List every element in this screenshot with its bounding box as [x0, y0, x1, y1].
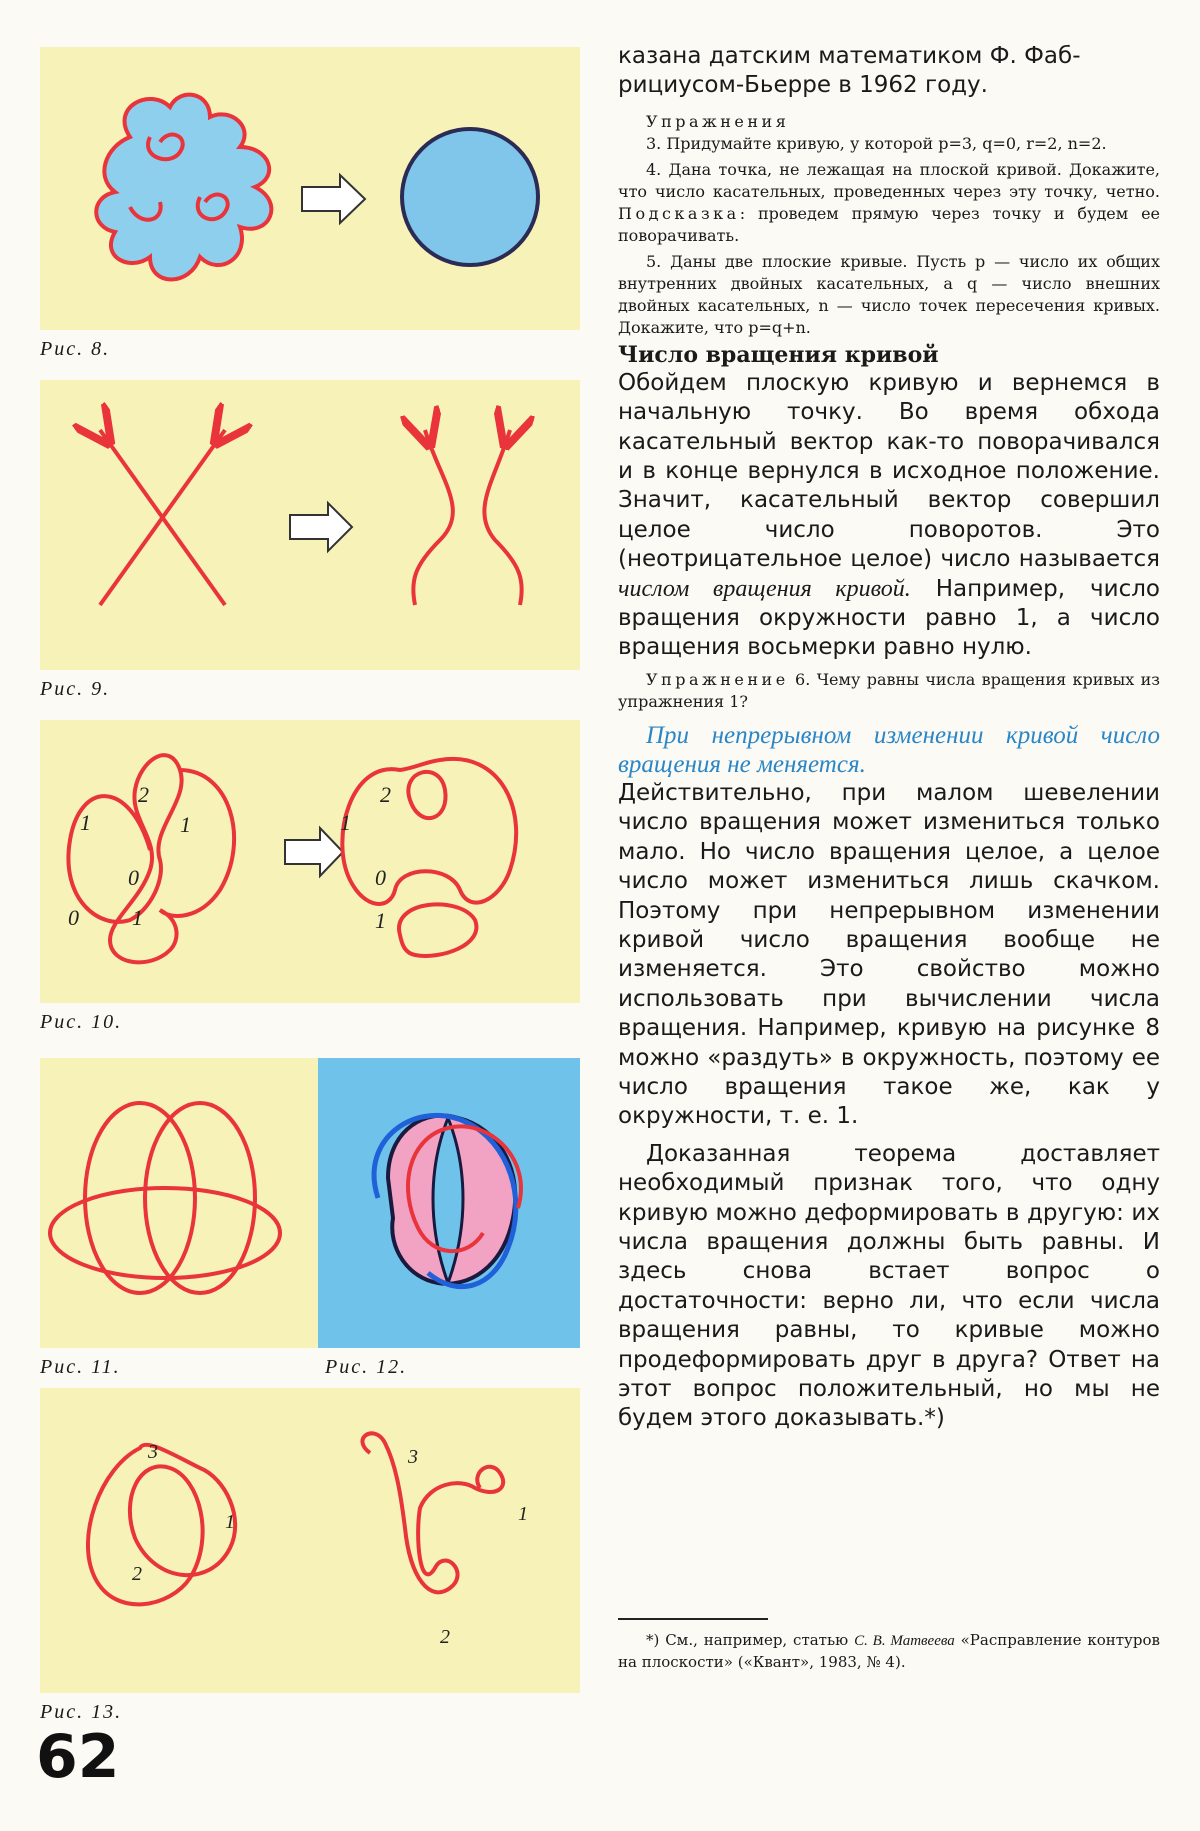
page-number: 62 [36, 1722, 120, 1792]
figure13-number: 3 [148, 1441, 158, 1463]
text-column [618, 42, 1160, 1434]
figure-11-caption: Рис. 11. [40, 1356, 121, 1378]
figure10-curve-right-bottom [399, 904, 476, 956]
intro-line-1: казана датским математиком Ф. Фаб- [618, 43, 1081, 69]
figure-8-panel [40, 47, 580, 330]
figure-9-panel [40, 380, 580, 670]
figure10-arrow-icon [285, 828, 343, 876]
figure10-number: 1 [375, 908, 386, 933]
figure-12-caption: Рис. 12. [325, 1356, 408, 1378]
figure13-number: 1 [518, 1503, 528, 1525]
footnote-text: *) См., например, статью [646, 1631, 849, 1649]
figure-10-drawing [40, 720, 580, 1003]
exercises-heading: Упражнения [646, 111, 790, 131]
figure10-number: 0 [375, 865, 386, 890]
figure-12-panel [318, 1058, 580, 1348]
figure-13-drawing [40, 1388, 580, 1693]
split-curve-left [413, 430, 453, 605]
figure-8-caption: Рис. 8. [40, 338, 111, 360]
split-curve-right [484, 430, 521, 605]
figure10-number: 0 [68, 905, 79, 930]
figure10-number: 2 [380, 782, 391, 807]
footnote [618, 1630, 1160, 1673]
figure-9-caption: Рис. 9. [40, 678, 111, 700]
footnote-divider [618, 1618, 768, 1620]
arrow-icon [302, 175, 365, 223]
exercise-6 [618, 669, 1160, 713]
figure-8-drawing [40, 47, 580, 330]
figure-10-caption: Рис. 10. [40, 1011, 123, 1033]
paragraph-2: Действительно, при малом шевелении число вращения может измениться только мало. Но число вращения целое, а целое число может измениться лишь скачком. Поэтому при непрерывном изменении кривой число вращения вообще не изменяется. Это свойство можно использовать при вычислении числа вращения. Например, кривую на рисунке 8 можно «раздуть» в окружность, поэтому ее число вращения такое же, как у окружности, т. е. 1. [618, 779, 1160, 1130]
paragraph-1-term: числом вращения кривой. [618, 575, 911, 602]
figure-13-caption: Рис. 13. [40, 1701, 123, 1723]
figure10-number: 1 [180, 812, 191, 837]
exercise-6-label: Упражнение [646, 669, 789, 689]
knot-ellipse-left [85, 1103, 195, 1293]
figure-10-panel [40, 720, 580, 1003]
paragraph-1 [618, 369, 1160, 663]
exercise-5: 5. Даны две плоские кривые. Пусть p — число их общих внутренних двойных касательных, a q — число внешних двойных касательных, n — число точек пересечения кривых. Докажите, что p=q+n. [618, 251, 1160, 337]
paragraph-1-text: Обойдем плоскую кривую и вернемся в начальную точку. Во время обхода касательный вектор как-то поворачивался и в конце вернулся в исходное положение. Значит, касательный вектор совершил целое число поворотов. Это (неотрицательное целое) число называется [618, 369, 1160, 573]
figure13-number: 1 [225, 1511, 235, 1533]
exercise-4-hint-label: Подсказка [618, 203, 740, 223]
figure13-number: 2 [440, 1626, 450, 1648]
exercise-4-text: 4. Дана точка, не лежащая на плоской кривой. Докажите, что число касательных, проведенных через эту точку, четно. [618, 159, 1160, 201]
figure10-number: 1 [340, 810, 351, 835]
figure10-number: 2 [138, 782, 149, 807]
figure-12-drawing [318, 1058, 580, 1348]
figure13-number: 3 [408, 1446, 418, 1468]
figure10-curve-right-inner [408, 772, 445, 818]
theorem-statement: При непрерывном изменении кривой число вращения не меняется. [618, 721, 1160, 778]
footnote-author: С. В. Матвеева [854, 1633, 955, 1649]
blob-curve [96, 95, 271, 280]
circle-curve [402, 129, 538, 265]
paragraph-1-text-end: Например, число вращения окружности равно 1, а число вращения восьмерки равно нулю. [618, 575, 1161, 661]
figure10-curve-left [68, 755, 234, 962]
figure10-number: 1 [80, 810, 91, 835]
exercise-4 [618, 159, 1160, 247]
intro-text [618, 42, 1160, 101]
figure-11-drawing [40, 1058, 318, 1348]
exercise-6-text: 6. Чему равны числа вращения кривых из упражнения 1? [618, 669, 1161, 711]
paragraph-3: Доказанная теорема доставляет необходимый признак того, что одну кривую можно деформировать в другую: их числа вращения должны быть равны. И здесь снова встает вопрос о достаточности: верно ли, что если числа вращения равны, то кривые можно продеформировать друг в друга? Ответ на этот вопрос положительный, но мы не будем этого доказывать.*) [618, 1140, 1160, 1432]
figure10-number: 1 [132, 905, 143, 930]
loopy-curve-right [362, 1433, 503, 1592]
exercise-3: 3. Придумайте кривую, у которой p=3, q=0, r=2, n=2. [646, 133, 1107, 153]
section-heading: Число вращения кривой [618, 341, 939, 368]
arrow-icon [290, 503, 352, 551]
trefoil-curve-left [88, 1445, 235, 1605]
figure-13-panel [40, 1388, 580, 1693]
figure-11-panel [40, 1058, 318, 1348]
figure10-curve-right-outer [342, 759, 516, 904]
figure-9-drawing [40, 380, 580, 670]
footnote-text-end: «Расправление контуров на плоскости» («Квант», 1983, № 4). [618, 1631, 1160, 1671]
figure13-number: 2 [132, 1563, 142, 1585]
intro-line-2: рициусом-Бьерре в 1962 году. [618, 72, 988, 99]
figure10-number: 0 [128, 865, 139, 890]
exercise-4-hint: : проведем прямую через точку и будем ее поворачивать. [618, 203, 1160, 245]
